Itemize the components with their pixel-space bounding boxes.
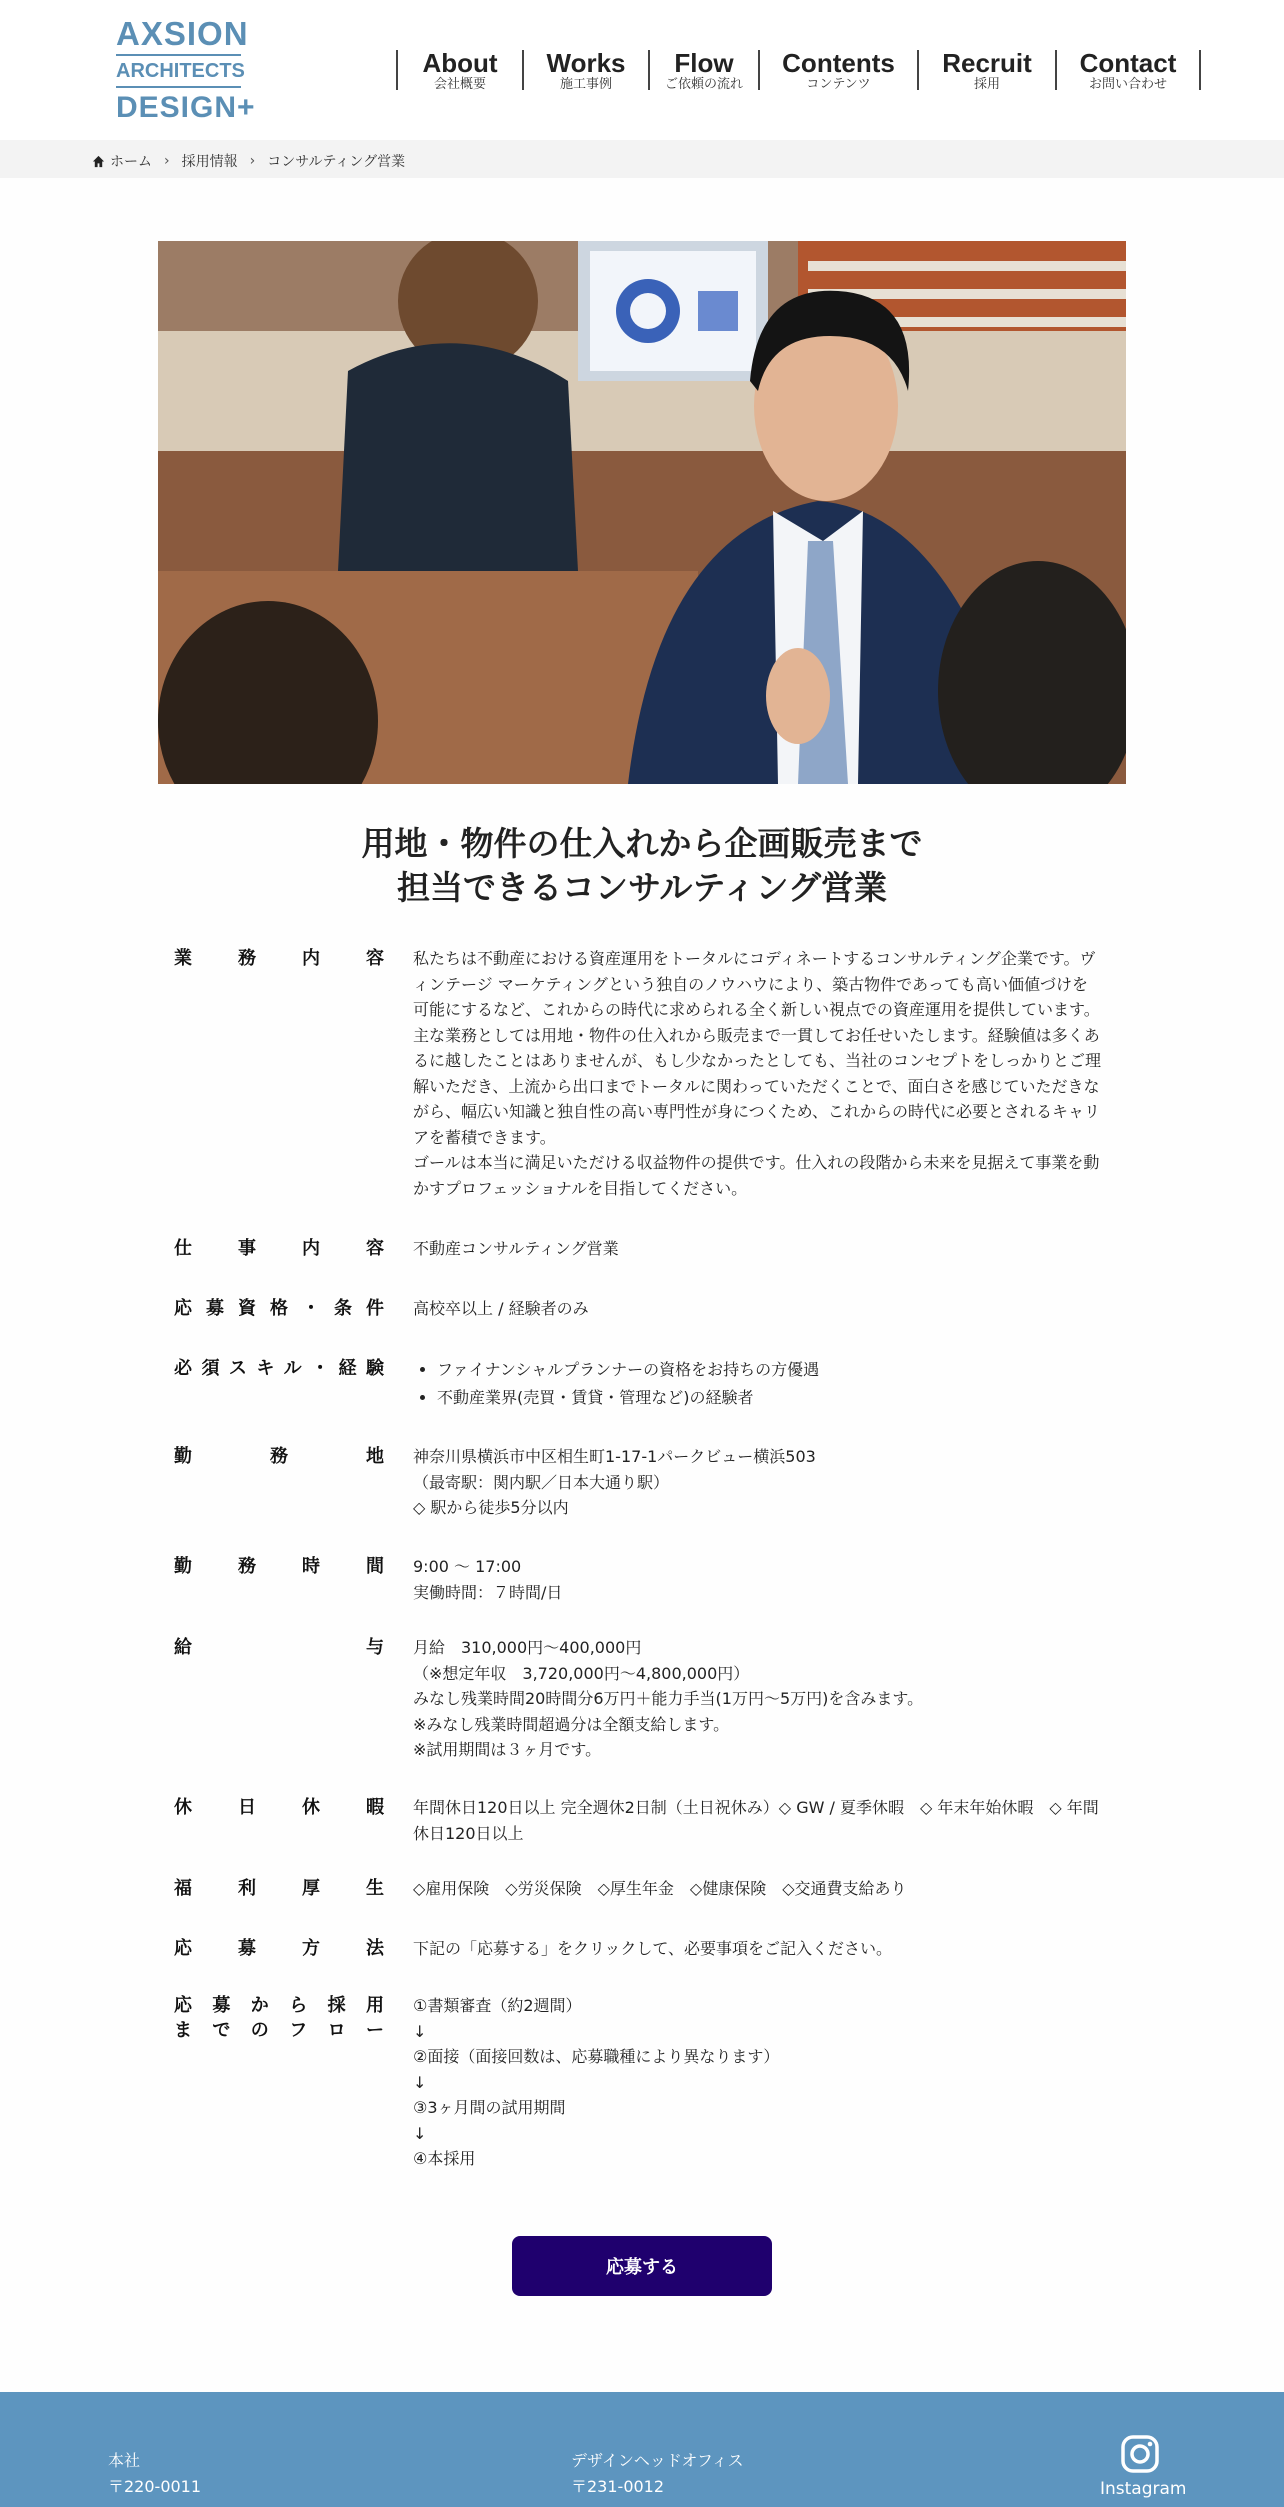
nav-item-about[interactable] [396,47,522,92]
row-location [174,1444,1104,1554]
instagram-icon [1120,2434,1160,2474]
row-value [413,1993,1103,2183]
salary-line: ※みなし残業時間超過分は全額支給します。 [413,1714,730,1734]
nav-item-recruit[interactable] [917,47,1055,92]
nav-item-flow[interactable] [648,47,758,92]
main-nav [396,47,1201,92]
nav-label: Contact [1079,47,1177,78]
row-label-text: 応募から採用 [174,1995,384,2016]
row-label-text: までのフロー [174,2020,384,2041]
row-label [174,1236,384,1296]
row-value [413,946,1103,1236]
salary-line: （※想定年収 3,720,000円〜4,800,000円） [413,1663,750,1683]
row-label [174,1356,384,1444]
salary-line: ※試用期間は３ヶ月です。 [413,1740,602,1759]
row-hours [174,1554,1104,1635]
nav-label: Recruit [942,47,1032,78]
row-requirements [174,1296,1104,1356]
nav-sublabel: コンテンツ [806,76,871,92]
page-title-line-2: 担当できるコンサルティング営業 [396,868,888,907]
row-value: 不動産コンサルティング営業 [413,1239,619,1258]
row-label [174,1936,384,1993]
nav-label: About [422,47,498,78]
row-skills [174,1356,1104,1444]
row-label [174,1795,384,1876]
location-line: ◇ 駅から徒歩5分以内 [413,1498,569,1517]
list-item: • ファイナンシャルプランナーの資格をお持ちの方優遇 [437,1356,1103,1384]
site-footer [0,2392,1284,2507]
description-paragraph: ゴールは本当に満足いただける収益物件の提供です。仕入れの段階から未来を見据えて事業を動かすプロフェッショナルを目指してください。 [413,1153,1100,1198]
page-title-line-1: 用地・物件の仕入れから企画販売まで [361,824,923,863]
nav-sublabel: 会社概要 [433,76,486,92]
site-logo[interactable] [116,15,256,126]
nav-label: Works [546,47,626,78]
row-label-text: 業務内容 [174,948,384,969]
flow-step: ①書類審査（約2週間） [413,1996,582,2015]
row-holidays [174,1795,1104,1876]
instagram-link[interactable] [1100,2434,1187,2499]
job-detail-table [174,946,1104,2183]
footer-office-design [571,2448,744,2500]
page-title [0,822,1284,910]
nav-item-contents[interactable] [758,47,917,92]
flow-step: ③3ヶ月間の試用期間 [413,2098,566,2117]
row-label [174,1444,384,1554]
logo-line-3: DESIGN+ [116,91,256,124]
list-item: • 不動産業界(売買・賃貸・管理など)の経験者 [437,1384,1103,1412]
row-label-text: 応募資格・条件 [174,1298,384,1319]
logo-line-2: ARCHITECTS [116,60,245,82]
row-howto [174,1936,1104,1993]
flow-arrow: ↓ [413,2021,427,2041]
row-value: ◇雇用保険 ◇労災保険 ◇厚生年金 ◇健康保険 ◇交通費支給あり [413,1879,907,1898]
salary-line: 月給 310,000円〜400,000円 [413,1638,642,1657]
nav-sublabel: 採用 [973,76,1000,92]
office-zip: 〒220-0011 [108,2477,202,2496]
flow-step: ④本採用 [413,2149,476,2168]
breadcrumb-separator-icon: › [164,153,170,169]
home-icon [92,155,105,168]
nav-sublabel: ご依頼の流れ [664,76,743,92]
breadcrumb [0,140,1284,178]
nav-label: Flow [674,47,734,78]
row-flow [174,1993,1104,2183]
row-label-text: 休日休暇 [174,1797,384,1818]
breadcrumb-recruit[interactable]: 採用情報 [181,154,238,170]
apply-button[interactable]: 応募する [512,2236,772,2296]
hours-line: 9:00 〜 17:00 [413,1557,522,1576]
office-zip: 〒231-0012 [571,2477,665,2496]
location-line: （最寄駅：関内駅／日本大通り駅） [413,1472,670,1492]
row-label [174,1296,384,1356]
breadcrumb-home[interactable]: ホーム [110,154,152,170]
row-label [174,1635,384,1795]
row-label-text: 給与 [174,1637,384,1658]
flow-arrow: ↓ [413,2072,427,2092]
office-name: 本社 [108,2451,141,2470]
footer-office-main [108,2448,201,2500]
row-value: 高校卒以上 / 経験者のみ [413,1299,589,1318]
row-label-text: 応募方法 [174,1938,384,1959]
skills-list [413,1356,1103,1412]
flow-step: ②面接（面接回数は、応募職種により異なります） [413,2047,780,2066]
logo-rule [116,54,241,56]
breadcrumb-current: コンサルティング営業 [267,154,406,170]
row-label-text: 仕事内容 [174,1238,384,1259]
row-benefits [174,1876,1104,1936]
row-value: 下記の「応募する」をクリックして、必要事項をご記入ください。 [413,1939,893,1958]
description-paragraph: 主な業務としては用地・物件の仕入れから販売まで一貫してお任せいたします。経験値は多くあるに越したことはありませんが、もし少なかったとしても、当社のコンセプトをしっかりとご理解いただき、上流から出口までトータルに関わっていただくことで、面白さを感じていただきながら、幅広い知識と独自性の高い専門性が身につくため、これからの時代に必要とされるキャリアを蓄積できます。 [413,1025,1102,1147]
nav-item-contact[interactable] [1055,47,1201,92]
office-name: デザインヘッドオフィス [571,2451,744,2470]
row-label [174,1993,384,2183]
row-label [174,946,384,1236]
row-value [413,1635,1103,1795]
nav-label: Contents [782,47,895,78]
row-label-text: 福利厚生 [174,1878,384,1899]
row-value [413,1554,1103,1635]
row-salary [174,1635,1104,1795]
nav-item-works[interactable] [522,47,648,92]
nav-sublabel: お問い合わせ [1088,76,1167,92]
hero-image [158,241,1126,784]
row-label-text: 勤務地 [174,1446,384,1467]
site-header [0,0,1284,140]
row-label-text: 勤務時間 [174,1556,384,1577]
flow-arrow: ↓ [413,2123,427,2143]
logo-rule [116,86,241,88]
breadcrumb-separator-icon: › [249,153,256,169]
description-paragraph: 私たちは不動産における資産運用をトータルにコディネートするコンサルティング企業です。ヴィンテージ マーケティングという独自のノウハウにより、築古物件であっても高い価値づけを可能にするなど、これからの時代に求められる全く新しい視点での資産運用を提供しています。 [413,949,1100,1019]
row-value: 年間休日120日以上 完全週休2日制（土日祝休み）◇ GW / 夏季休暇 ◇ 年末年始休暇 ◇ 年間休日120日以上 [413,1798,1099,1843]
salary-line: みなし残業時間20時間分6万円＋能力手当(1万円〜5万円)を含みます。 [413,1689,924,1708]
hours-line: 実働時間：７時間/日 [413,1582,563,1602]
row-label [174,1876,384,1936]
logo-line-1: AXSION [116,15,249,52]
row-label [174,1554,384,1635]
row-value [413,1356,1103,1444]
row-description [174,946,1104,1236]
location-line: 神奈川県横浜市中区相生町1-17-1パークビュー横浜503 [413,1447,816,1466]
row-label-text: 必須スキル・経験 [174,1358,384,1379]
instagram-label: Instagram [1100,2479,1187,2499]
row-work [174,1236,1104,1296]
nav-sublabel: 施工事例 [559,76,612,92]
row-value [413,1444,1103,1554]
